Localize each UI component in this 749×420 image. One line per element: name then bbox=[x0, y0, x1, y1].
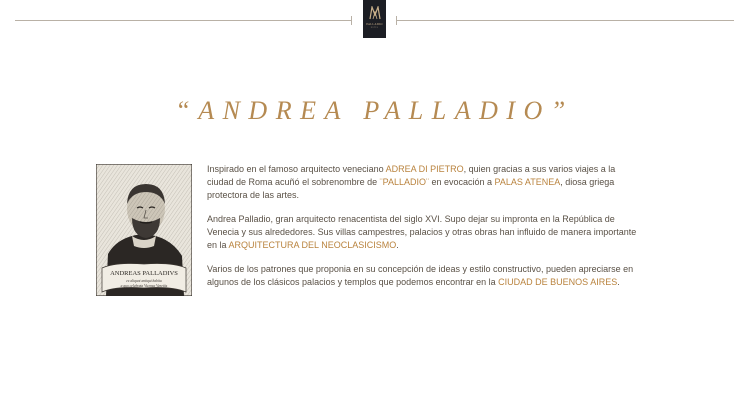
portrait-image bbox=[96, 164, 192, 296]
logo-subtext: HOTEL bbox=[370, 27, 379, 29]
highlight-arquitectura-neoclasicismo: ARQUITECTURA DEL NEOCLASICISMO bbox=[228, 240, 397, 250]
text: Andrea Palladio, gran arquitecto renacentista del siglo XVI. Supo dejar su impronta en la República de Venecia y sus alrededores. Sus villas campestres, palacios y otras obras han influido de manera importante en la bbox=[207, 214, 637, 250]
logo[interactable] bbox=[363, 0, 386, 38]
monogram-ap-icon bbox=[369, 6, 381, 20]
paragraph-3 bbox=[207, 263, 639, 289]
header-divider-left bbox=[15, 20, 352, 21]
paragraph-2 bbox=[207, 213, 639, 252]
paragraph-1 bbox=[207, 163, 639, 202]
portrait-caption-1: ANDREAS PALLADIVS bbox=[110, 270, 178, 277]
divider-tick bbox=[351, 16, 352, 25]
text: . bbox=[617, 277, 620, 287]
text: . bbox=[396, 240, 399, 250]
portrait-caption-3: a quo celebrata Vicenza Venetiis bbox=[120, 284, 168, 288]
page-title: “ANDREA PALLADIO” bbox=[175, 96, 574, 125]
highlight-adrea-di-pietro: ADREA DI PIETRO bbox=[385, 164, 464, 174]
text: en evocación a bbox=[428, 177, 495, 187]
header-divider-right bbox=[396, 20, 734, 21]
portrait-caption-2: ex aliquot antiqui habitu bbox=[126, 279, 162, 283]
text: Varios de los patrones que proponia en su concepción de ideas y estilo constructivo, pueden apreciarse en algunos de los clásicos palacios y templos que podemos encontrar en la bbox=[207, 264, 634, 287]
highlight-palas-atenea: PALAS ATENEA bbox=[494, 177, 561, 187]
highlight-palladio: ¨PALLADIO¨ bbox=[379, 177, 429, 187]
divider-tick bbox=[396, 16, 397, 25]
portrait-engraving-icon bbox=[96, 164, 192, 296]
highlight-ciudad-buenos-aires: CIUDAD DE BUENOS AIRES bbox=[498, 277, 618, 287]
text: , diosa griega protectora de las artes. bbox=[207, 177, 615, 200]
logo-text: PALLADIO bbox=[366, 22, 383, 26]
text: , quien gracias a sus varios viajes a la ciudad de Roma acuñó el sobrenombre de bbox=[207, 164, 616, 187]
text: Inspirado en el famoso arquitecto veneciano bbox=[207, 164, 386, 174]
description bbox=[207, 163, 639, 300]
